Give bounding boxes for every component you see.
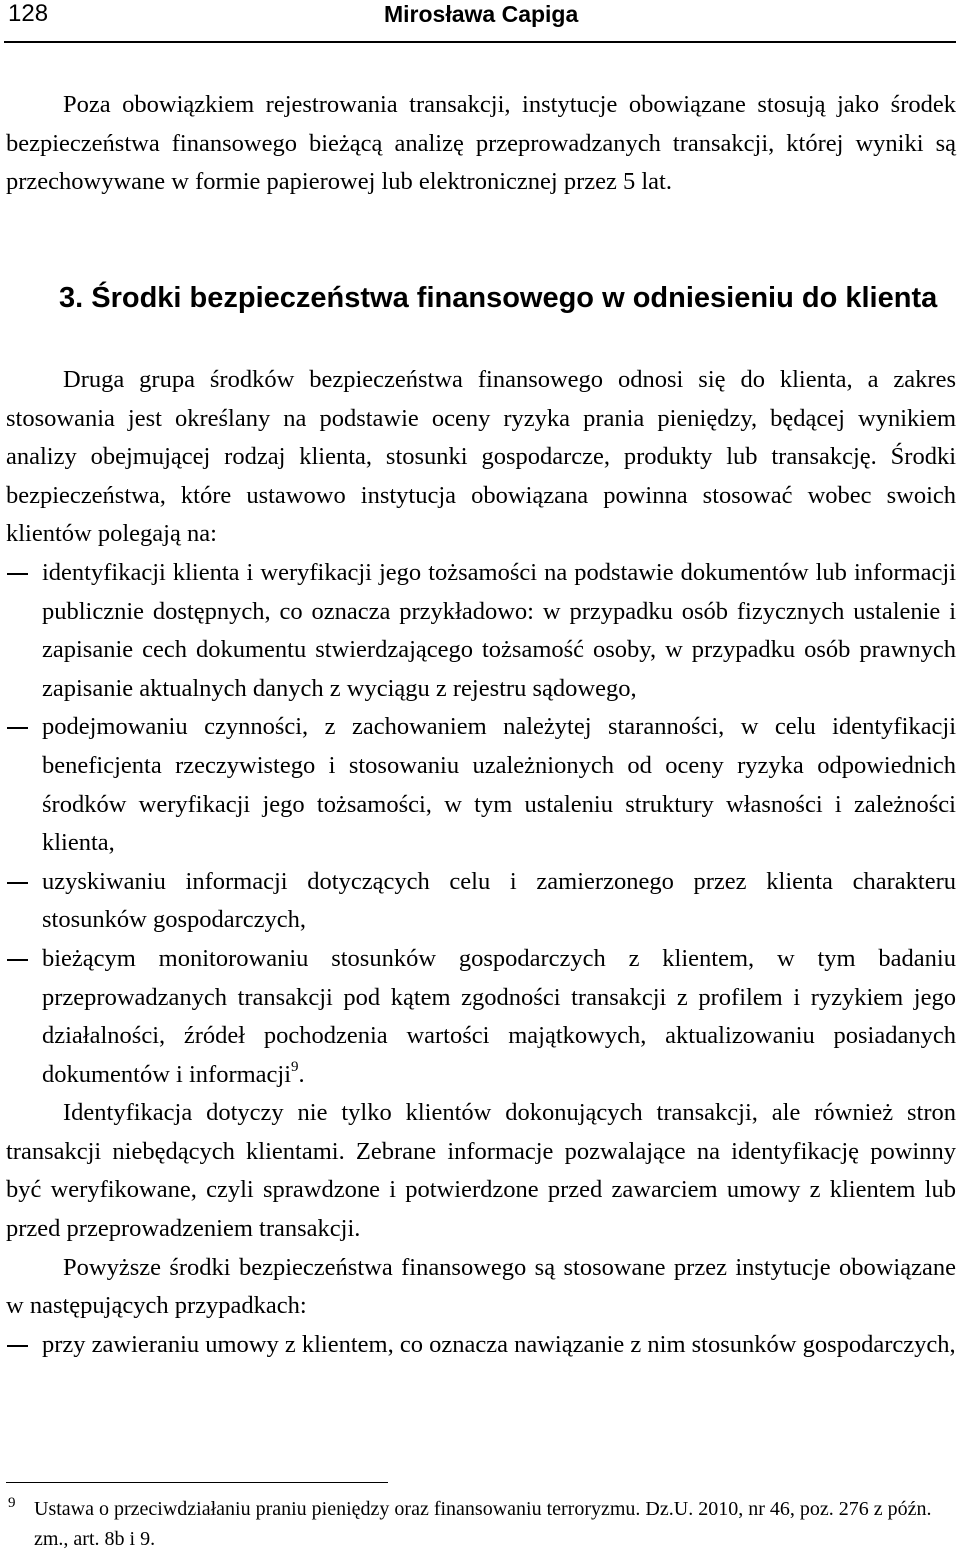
footnote-rule (6, 1482, 388, 1483)
section-heading-number: 3. (59, 282, 84, 314)
section-heading-title: Środki bezpieczeństwa finansowego w odniesieniu do klienta (91, 282, 938, 314)
list-item (6, 940, 956, 1094)
list-item: przy zawieraniu umowy z klientem, co oznacza nawiązanie z nim stosunków gospodarczych, (6, 1326, 956, 1365)
footnote (6, 1494, 956, 1554)
page-number: 128 (8, 0, 49, 27)
list-item-end: . (298, 1060, 305, 1088)
list-item-text: bieżącym monitorowaniu stosunków gospodarczych z klientem, w tym badaniu przeprowadzanych transakcji pod kątem zgodności transakcji z profilem i ryzykiem jego działalności, źródeł pochodzenia wartości majątkowych, aktualizowaniu posiadanych dokumentów i informacji (42, 944, 956, 1088)
main-text (6, 361, 956, 1364)
footnote-number: 9 (8, 1495, 16, 1511)
intro-block (6, 86, 956, 202)
footnote-text: Ustawa o przeciwdziałaniu praniu pieniędzy oraz finansowaniu terroryzmu. Dz.U. 2010, nr 46, poz. 276 z późn. zm., art. 8b i 9. (34, 1498, 932, 1550)
section-heading (6, 278, 956, 318)
running-head-author: Mirosława Capiga (384, 1, 579, 27)
measures-list (6, 554, 956, 1094)
page-header (0, 0, 960, 44)
paragraph-2: Identyfikacja dotyczy nie tylko klientów dokonujących transakcji, ale również stron transakcji niebędących klientami. Zebrane informacje pozwalające na identyfikację powinny być weryfikowane, czyli sprawdzone i potwierdzone przed zawarciem umowy z klientem lub przed przeprowadzeniem transakcji. (6, 1099, 956, 1243)
list-item: identyfikacji klienta i weryfikacji jego tożsamości na podstawie dokumentów lub informacji publicznie dostępnych, co oznacza przykładowo: w przypadku osób fizycznych ustalenie i zapisanie cech dokumentu stwierdzającego tożsamość osoby, w przypadku osób prawnych zapisanie aktualnych danych z wyciągu z rejestru sądowego, (6, 554, 956, 708)
header-rule (4, 41, 956, 43)
intro-paragraph: Poza obowiązkiem rejestrowania transakcji, instytucje obowiązane stosują jako środek bezpieczeństwa finansowego bieżącą analizę przeprowadzanych transakcji, której wyniki są przechowywane w formie papierowej lub elektronicznej przez 5 lat. (6, 91, 956, 196)
paragraph-3: Powyższe środki bezpieczeństwa finansowego są stosowane przez instytucje obowiązane w następujących przypadkach: (6, 1253, 956, 1320)
list-item: podejmowaniu czynności, z zachowaniem należytej staranności, w celu identyfikacji beneficjenta rzeczywistego i stosowaniu uzależnionych od oceny ryzyka odpowiednich środków weryfikacji jego tożsamości, w tym ustaleniu struktury własności i zależności klienta, (6, 708, 956, 862)
footnote-reference[interactable]: 9 (291, 1058, 299, 1075)
paragraph-1: Druga grupa środków bezpieczeństwa finansowego odnosi się do klienta, a zakres stosowania jest określany na podstawie oceny ryzyka prania pieniędzy, będącej wynikiem analizy obejmującej rodzaj klienta, stosunki gospodarcze, produkty lub transakcję. Środki bezpieczeństwa, które ustawowo instytucja obowiązana powinna stosować wobec swoich klientów polegają na: (6, 366, 956, 548)
cases-list (6, 1326, 956, 1365)
list-item: uzyskiwaniu informacji dotyczących celu i zamierzonego przez klienta charakteru stosunków gospodarczych, (6, 863, 956, 940)
